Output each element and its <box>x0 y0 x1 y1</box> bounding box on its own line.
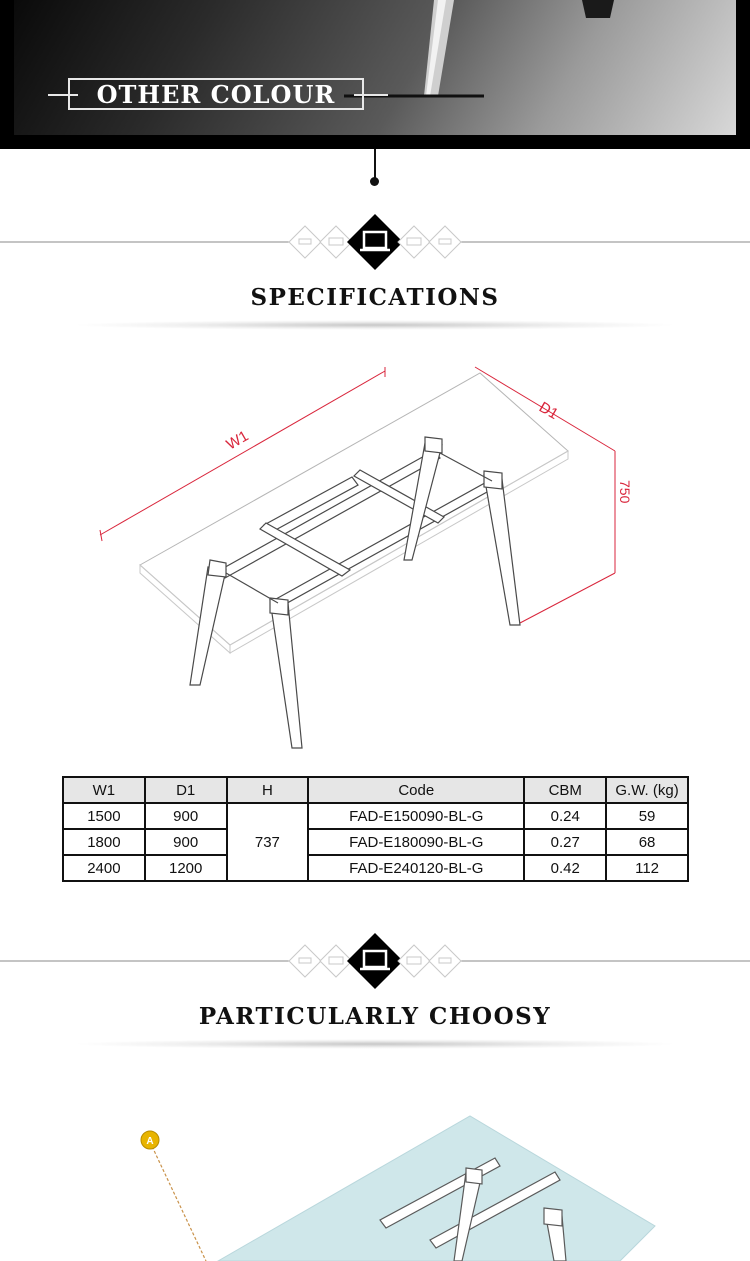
table-icon <box>289 226 321 258</box>
desk-icon <box>398 945 430 977</box>
cell-d1: 900 <box>145 803 227 829</box>
bench-icon <box>347 214 403 270</box>
hero-photo <box>14 0 736 135</box>
height-dimension-label: 750 <box>617 480 633 504</box>
title-shadow <box>70 1039 680 1049</box>
desk-icon <box>398 226 430 258</box>
table-frame-drawing <box>80 355 660 755</box>
bench-icon <box>347 933 403 989</box>
header-cbm: CBM <box>524 777 606 803</box>
cell-code: FAD-E240120-BL-G <box>308 855 524 881</box>
header-w1: W1 <box>63 777 145 803</box>
cell-w1: 2400 <box>63 855 145 881</box>
cell-d1: 900 <box>145 829 227 855</box>
header-code: Code <box>308 777 524 803</box>
title-shadow <box>70 320 680 330</box>
other-colour-text: OTHER COLOUR <box>96 80 336 109</box>
specification-table <box>62 776 689 882</box>
connector-line <box>374 149 376 179</box>
frame-structure <box>190 437 520 748</box>
connector-dot <box>370 177 379 186</box>
header-d1: D1 <box>145 777 227 803</box>
d1-dimension-label: D1 <box>536 398 562 424</box>
table-icon <box>429 945 461 977</box>
cell-gw: 112 <box>606 855 688 881</box>
cell-code: FAD-E150090-BL-G <box>308 803 524 829</box>
cell-cbm: 0.24 <box>524 803 606 829</box>
cell-gw: 59 <box>606 803 688 829</box>
w1-dimension-label: W1 <box>223 427 252 454</box>
cell-w1: 1500 <box>63 803 145 829</box>
hero-banner <box>0 0 750 149</box>
header-h: H <box>227 777 309 803</box>
particularly-choosy-title: PARTICULARLY CHOOSY <box>198 1003 552 1030</box>
section-divider <box>0 212 750 272</box>
table-row <box>63 855 688 881</box>
cell-gw: 68 <box>606 829 688 855</box>
cell-cbm: 0.42 <box>524 855 606 881</box>
other-colour-label <box>48 76 388 114</box>
table-icon <box>289 945 321 977</box>
cell-cbm: 0.27 <box>524 829 606 855</box>
cell-height: 737 <box>227 803 309 881</box>
cell-code: FAD-E180090-BL-G <box>308 829 524 855</box>
specifications-title: SPECIFICATIONS <box>250 284 500 311</box>
cell-d1: 1200 <box>145 855 227 881</box>
callout-label: A <box>146 1136 154 1147</box>
table-leg-photo <box>14 0 736 135</box>
table-icon <box>429 226 461 258</box>
table-header-row <box>63 777 688 803</box>
section-divider <box>0 931 750 991</box>
header-gw: G.W. (kg) <box>606 777 688 803</box>
cell-w1: 1800 <box>63 829 145 855</box>
table-row <box>63 829 688 855</box>
detail-illustration <box>0 1080 750 1261</box>
table-row <box>63 803 688 829</box>
callout-line <box>150 1142 206 1261</box>
